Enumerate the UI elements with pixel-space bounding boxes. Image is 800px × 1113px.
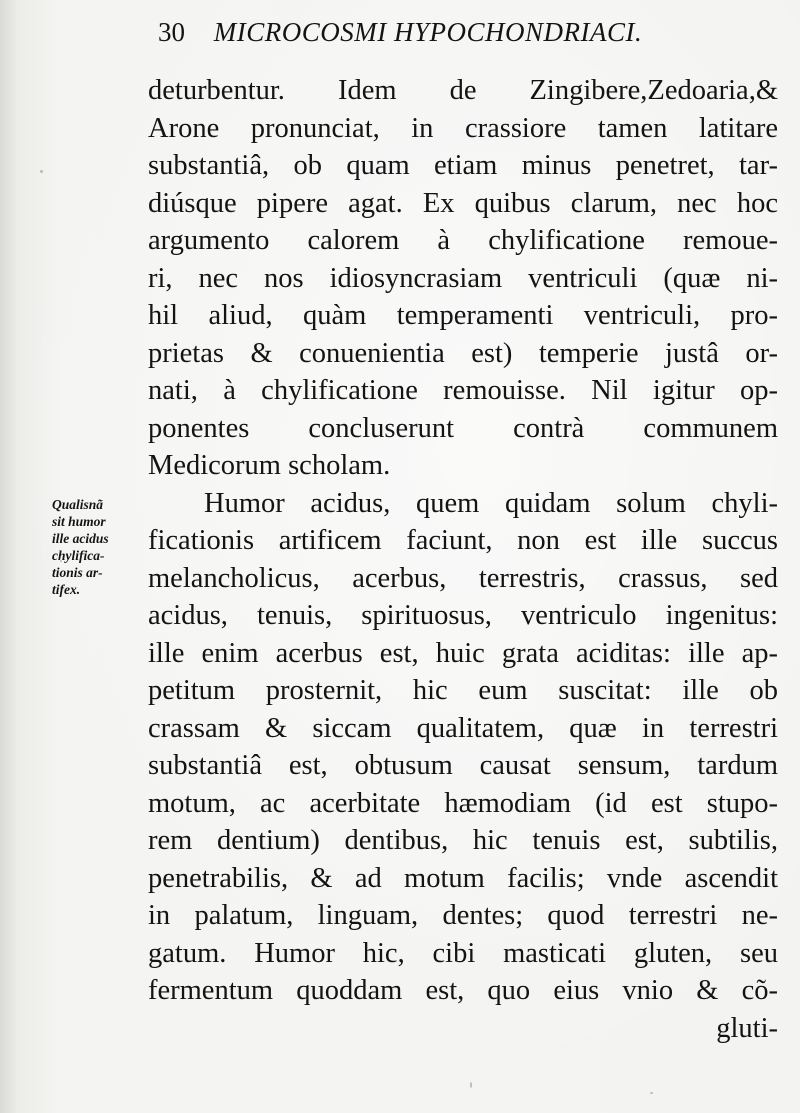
catchword: gluti- — [716, 1012, 778, 1044]
text-line: ri, nec nos idiosyncrasiam ventriculi (quæ ni- — [148, 262, 778, 294]
text-line: ficationis artificem faciunt, non est ille succus — [148, 525, 778, 556]
body-text — [148, 72, 778, 1047]
text-line: substantiâ, ob quam etiam minus penetret, tar- — [148, 150, 778, 181]
print-speck — [40, 170, 43, 173]
running-title: MICROCOSMI HYPOCHONDRIACI. — [213, 17, 643, 47]
page-number: 30 — [158, 17, 185, 47]
paragraph-end-line: Medicorum scholam. — [148, 450, 391, 481]
text-line: deturbentur. Idem de Zingibere,Zedoaria,& — [148, 75, 778, 106]
text-line: hil aliud, quàm temperamenti ventriculi, pro- — [148, 300, 778, 331]
text-line: ille enim acerbus est, huic grata aciditas: ille ap- — [148, 637, 778, 669]
text-line: acidus, tenuis, spirituosus, ventriculo ingenitus: — [148, 600, 778, 631]
text-line: substantiâ est, obtusum causat sensum, tardum — [148, 750, 778, 781]
print-speck — [60, 560, 62, 562]
marginal-note-line: chylifica- — [52, 548, 105, 563]
marginal-note-line: ille acidus — [52, 531, 109, 546]
text-line: petitum prosternit, hic eum suscitat: ille ob — [148, 675, 778, 706]
text-line: argumento calorem à chylificatione remoue- — [148, 225, 778, 256]
text-line: penetrabilis, & ad motum facilis; vnde ascendit — [148, 862, 778, 894]
paragraph-start-line: Humor acidus, quem quidam solum chyli- — [204, 487, 778, 519]
print-speck — [650, 1092, 653, 1094]
text-line: crassam & siccam qualitatem, quæ in terrestri — [148, 712, 778, 744]
marginal-note — [52, 496, 144, 598]
text-line: melancholicus, acerbus, terrestris, crassus, sed — [148, 562, 778, 594]
running-header — [158, 14, 718, 50]
marginal-note-line: Qualisnã — [52, 497, 104, 512]
text-line: motum, ac acerbitate hæmodiam (id est stupo- — [148, 787, 778, 819]
text-line: ponentes concluserunt contrà communem — [148, 412, 778, 444]
text-line: gatum. Humor hic, cibi masticati gluten, seu — [148, 937, 778, 969]
text-line: diúsque pipere agat. Ex quibus clarum, nec hoc — [148, 187, 778, 219]
marginal-note-line: tionis ar- — [52, 565, 103, 580]
text-line: in palatum, linguam, dentes; quod terrestri ne- — [148, 900, 778, 931]
text-line: nati, à chylificatione remouisse. Nil igitur op- — [148, 375, 778, 406]
text-line: Arone pronunciat, in crassiore tamen latitare — [148, 112, 778, 144]
text-line: prietas & conuenientia est) temperie justâ or- — [148, 337, 778, 369]
marginal-note-line: sit humor — [52, 514, 106, 529]
text-line: rem dentium) dentibus, hic tenuis est, subtilis, — [148, 825, 778, 856]
print-speck — [470, 1082, 472, 1088]
text-line: fermentum quoddam est, quo eius vnio & cõ- — [148, 975, 778, 1006]
marginal-note-line: tifex. — [52, 582, 81, 597]
